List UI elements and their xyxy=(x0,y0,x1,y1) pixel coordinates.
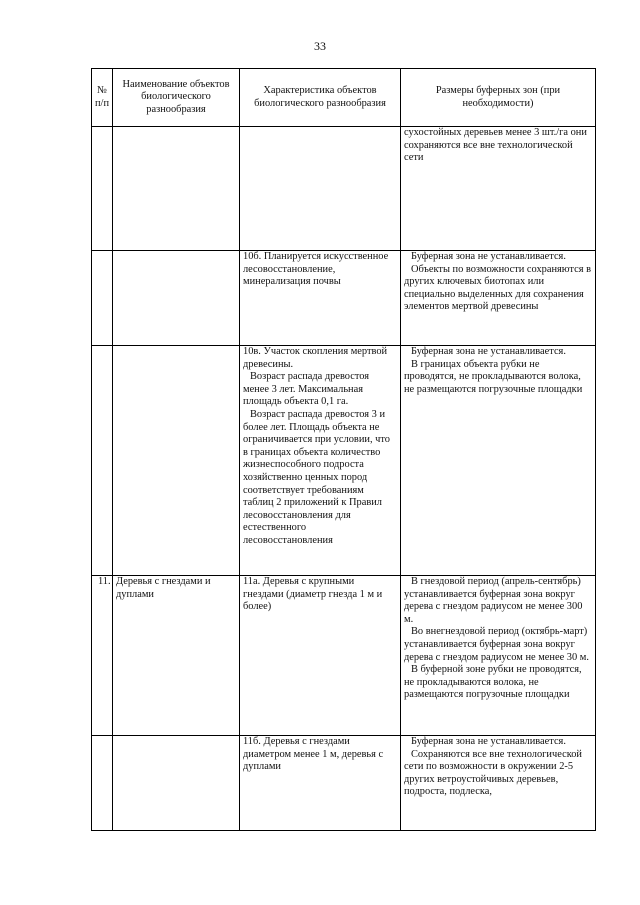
cell-buffer-zone xyxy=(401,127,596,251)
cell-num: 11. xyxy=(92,576,113,736)
cell-num xyxy=(92,251,113,346)
cell-paragraph: Сохраняются все вне технологической сети по возможности в окружении 2-5 других ветроустойчивых деревьев, подроста, подлеска, xyxy=(404,748,582,798)
cell-paragraph: Буферная зона не устанавливается. xyxy=(411,736,566,747)
cell-characteristic xyxy=(240,346,401,576)
cell-paragraph: Буферная зона не устанавливается. xyxy=(411,251,566,262)
header-num: № п/п xyxy=(92,69,113,127)
table-row xyxy=(92,127,596,251)
table-header-row xyxy=(92,69,596,127)
cell-paragraph: В границах объекта рубки не проводятся, не прокладываются волока, не размещаются погрузочные площадки xyxy=(404,358,583,395)
cell-paragraph: 10б. Планируется искусственное лесовосстановление, минерализация почвы xyxy=(243,251,389,288)
cell-num xyxy=(92,346,113,576)
page-number: 33 xyxy=(314,39,326,53)
cell-paragraph: сухостойных деревьев менее 3 шт./га они сохраняются все вне технологической сети xyxy=(404,127,587,164)
cell-num xyxy=(92,127,113,251)
cell-paragraph: Возраст распада древостоя менее 3 лет. Максимальная площадь объекта 0,1 га. xyxy=(243,371,370,408)
header-characteristic: Характеристика объектов биологического разнообразия xyxy=(240,69,401,127)
cell-object-name xyxy=(113,251,240,346)
cell-buffer-zone xyxy=(401,251,596,346)
table-row xyxy=(92,736,596,831)
cell-buffer-zone xyxy=(401,346,596,576)
cell-paragraph: Возраст распада древостоя 3 и более лет. Площадь объекта не ограничивается при условии, что в границах объекта количество жизнеспособного подроста хозяйственно ценных пород соответствует требованиям таблиц 2 приложений к Правил лесовосстановления для естественного лесовосстановления xyxy=(243,408,390,546)
cell-characteristic xyxy=(240,127,401,251)
table-row xyxy=(92,346,596,576)
cell-object-name xyxy=(113,736,240,831)
cell-buffer-zone xyxy=(401,576,596,736)
cell-object-name: Деревья с гнездами и дуплами xyxy=(113,576,240,736)
table-row xyxy=(92,576,596,736)
cell-characteristic xyxy=(240,251,401,346)
cell-buffer-zone xyxy=(401,736,596,831)
cell-paragraph: В гнездовой период (апрель-сентябрь) устанавливается буферная зона вокруг дерева с гнездом радиусом не менее 300 м. xyxy=(404,576,583,625)
cell-characteristic xyxy=(240,576,401,736)
cell-paragraph: 11б. Деревья с гнездами диаметром менее 1 м, деревья с дуплами xyxy=(243,736,384,773)
cell-paragraph: В буферной зоне рубки не проводятся, не прокладываются волока, не размещаются погрузочные площадки xyxy=(404,664,582,701)
cell-paragraph: 11а. Деревья с крупными гнездами (диаметр гнезда 1 м и более) xyxy=(243,576,383,613)
cell-characteristic xyxy=(240,736,401,831)
cell-object-name xyxy=(113,127,240,251)
cell-paragraph: Объекты по возможности сохраняются в других ключевых биотопах или специально выделенных для сохранения элементов мертвой древесины xyxy=(404,263,591,313)
header-buffer: Размеры буферных зон (при необходимости) xyxy=(401,69,596,127)
biodiversity-table xyxy=(91,68,596,831)
cell-paragraph: Буферная зона не устанавливается. xyxy=(411,346,566,357)
cell-num xyxy=(92,736,113,831)
header-name: Наименование объектов биологического разнообразия xyxy=(113,69,240,127)
table-row xyxy=(92,251,596,346)
cell-paragraph: 10в. Участок скопления мертвой древесины. xyxy=(243,346,388,370)
cell-paragraph: Во внегнездовой период (октябрь-март) устанавливается буферная зона вокруг дерева с гнездом радиусом не менее 30 м. xyxy=(404,626,589,663)
cell-object-name xyxy=(113,346,240,576)
